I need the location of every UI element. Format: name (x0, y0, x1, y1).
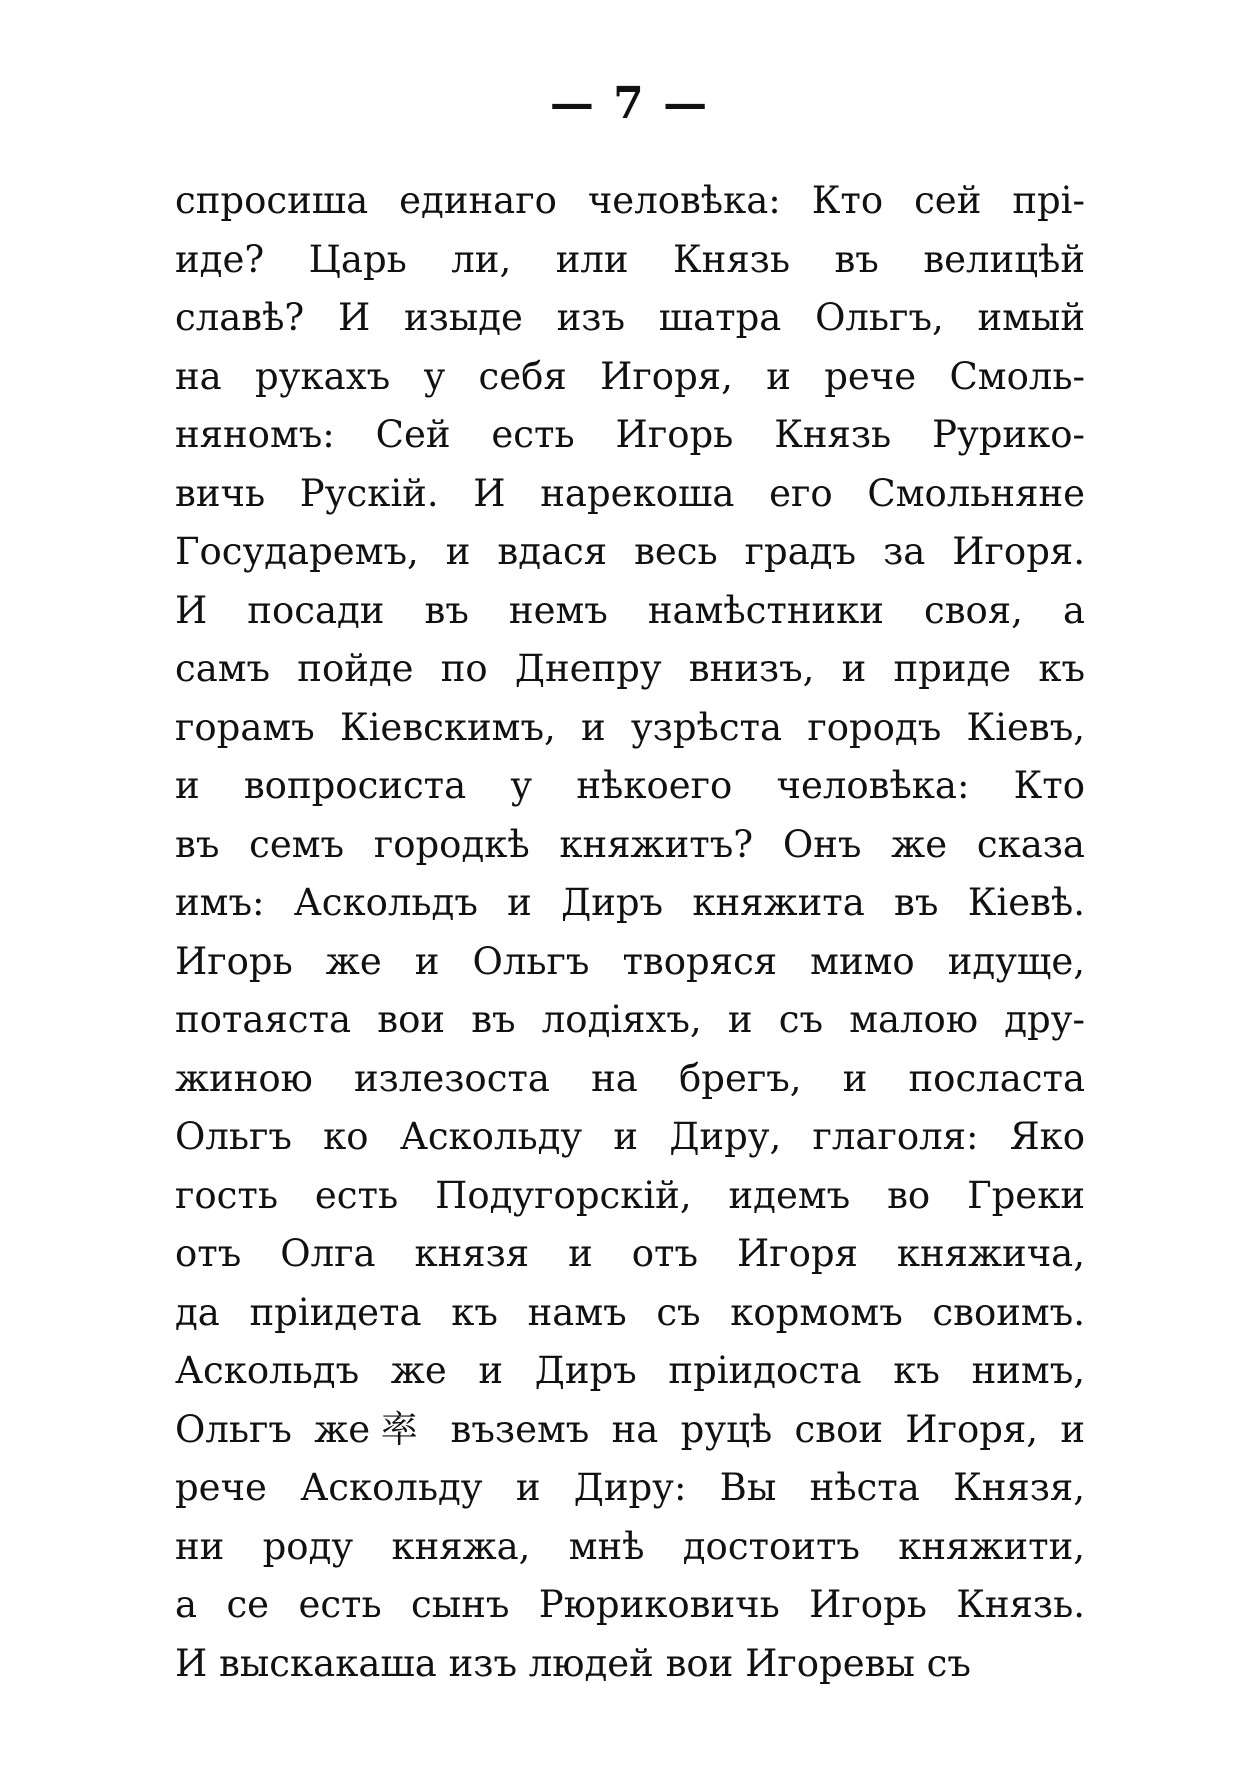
text-line: да пріидета къ намъ съ кормомъ своимъ. (175, 1290, 1085, 1334)
text-line: гость есть Подугорскій, идемъ во Греки (175, 1173, 1085, 1217)
text-line: И посади въ немъ намѣстники своя, а (175, 588, 1085, 632)
text-line: самъ пойде по Днепру внизъ, и приде къ (175, 647, 1085, 690)
page-number: — 7 — (549, 78, 710, 129)
text-line: отъ Олга князя и отъ Игоря княжича, (175, 1232, 1085, 1275)
text-line: ни роду княжа, мнѣ достоитъ княжити, (175, 1524, 1085, 1568)
text-line: а се есть сынъ Рюриковичь Игорь Князь. (175, 1583, 1085, 1626)
text-line: Государемъ, и вдася весь градъ за Игоря. (175, 530, 1085, 573)
text-line: потаяста вои въ лодіяхъ, и съ малою дру- (175, 998, 1085, 1041)
text-line: рече Аскольду и Диру: Вы нѣста Князя, (175, 1466, 1085, 1509)
text-line: славѣ? И изыде изъ шатра Ольгъ, имый (175, 296, 1085, 339)
text-line: жиною излезоста на брегъ, и посласта (175, 1056, 1085, 1100)
text-line: имъ: Аскольдъ и Диръ княжита въ Кіевѣ. (175, 881, 1085, 924)
text-line: спросиша единаго человѣка: Кто сей прі- (175, 179, 1085, 222)
text-line: Ольгъ ко Аскольду и Диру, глаголя: Яко (175, 1115, 1085, 1158)
text-block (175, 172, 1085, 1693)
text-line: Ольгъ же率 въземъ на руцѣ свои Игоря, и (175, 1407, 1085, 1451)
text-line: Игорь же и Ольгъ творяся мимо идуще, (175, 939, 1085, 983)
text-line: въ семъ городкѣ княжитъ? Онъ же сказа (175, 822, 1085, 866)
text-line: и вопросиста у нѣкоего человѣка: Кто (175, 764, 1085, 807)
text-line: Аскольдъ же и Диръ пріидоста къ нимъ, (175, 1349, 1085, 1392)
text-line: иде? Царь ли, или Князь въ велицѣй (175, 237, 1085, 281)
text-line: И выскакаша изъ людей вои Игоревы съ (175, 1641, 971, 1685)
text-line: на рукахъ у себя Игоря, и рече Смоль- (175, 354, 1085, 398)
text-line: горамъ Кіевскимъ, и узрѣста городъ Кіевъ, (175, 705, 1085, 749)
text-line: вичь Рускій. И нарекоша его Смольняне (175, 471, 1085, 515)
text-line: няномъ: Сей есть Игорь Князь Рурико- (175, 413, 1085, 456)
